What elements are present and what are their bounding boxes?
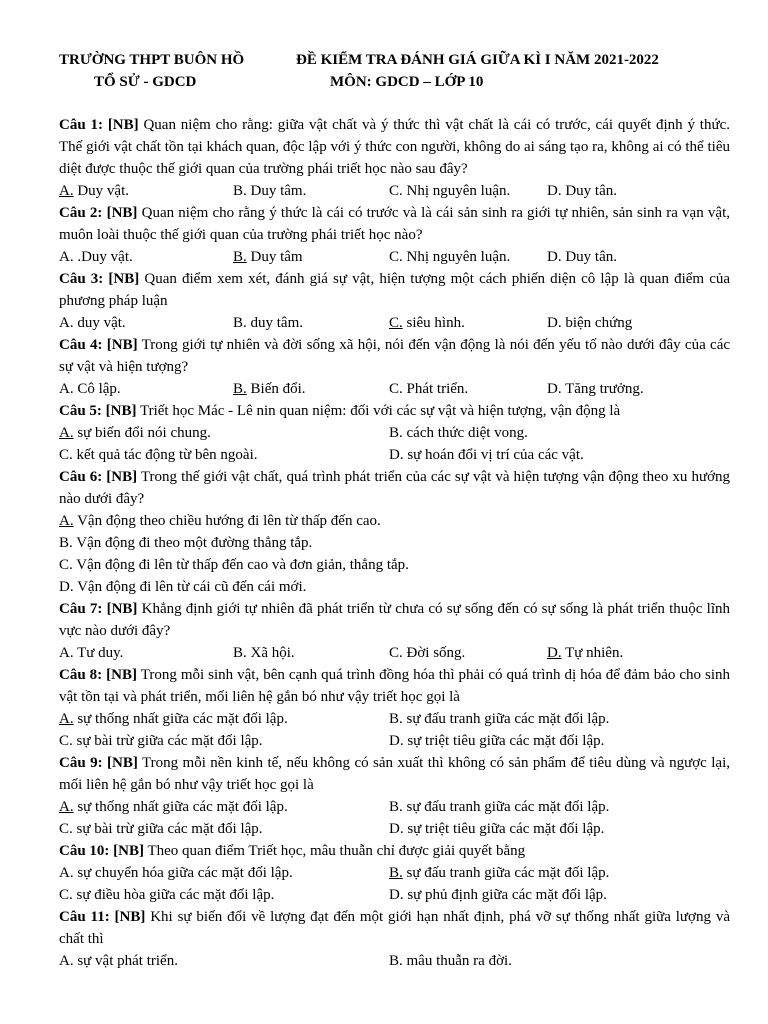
question-text: Trong thế giới vật chất, quá trình phát triển của các sự vật và hiện tượng vận động theo xu hướng nào dưới đây? [59, 469, 731, 507]
option-b[interactable]: B. Vận động đi theo một đường thẳng tắp. [59, 535, 313, 551]
option-a[interactable]: A. Tư duy. [59, 645, 124, 661]
option-d[interactable]: D. biện chứng [547, 315, 633, 331]
question [59, 202, 730, 268]
options-row [59, 378, 730, 400]
options-row [59, 796, 730, 818]
option-d[interactable]: D. Tăng trưởng. [547, 381, 644, 397]
options-row [59, 312, 730, 334]
question-label: Câu 3: [NB] [59, 271, 140, 287]
options-row [59, 862, 730, 884]
options-row [59, 642, 730, 664]
option-d[interactable]: D. Duy tân. [547, 183, 618, 199]
exam-title: ĐỀ KIỂM TRA ĐÁNH GIÁ GIỮA KÌ I NĂM 2021-2022 [296, 52, 659, 68]
option-b[interactable]: B. sự đấu tranh giữa các mặt đối lập. [389, 711, 610, 727]
option-b[interactable]: B. sự đấu tranh giữa các mặt đối lập. [389, 799, 610, 815]
option-b[interactable]: B. duy tâm. [233, 315, 304, 331]
subject-line: MÔN: GDCD – LỚP 10 [330, 74, 484, 90]
option-d[interactable]: D. sự phủ định giữa các mặt đối lập. [389, 887, 607, 903]
question [59, 114, 730, 202]
question-text: Quan niệm cho rằng ý thức là cái có trước và là cái sản sinh ra giới tự nhiên, sản sinh ra vạn vật, muôn loài thuộc thế giới quan của trường phái triết học nào? [59, 205, 730, 243]
option-b[interactable]: B. Xã hội. [233, 645, 295, 661]
question [59, 268, 730, 334]
option-a[interactable]: A. Cô lập. [59, 381, 121, 397]
school-name: TRƯỜNG THPT BUÔN HỒ [59, 52, 245, 68]
options-row [59, 444, 730, 466]
option-c[interactable]: C. sự bài trừ giữa các mặt đối lập. [59, 821, 263, 837]
question [59, 906, 730, 972]
option-c[interactable]: C. Vận động đi lên từ thấp đến cao và đơn giản, thẳng tắp. [59, 557, 409, 573]
option-a[interactable]: A. sự vật phát triển. [59, 953, 178, 969]
question-label: Câu 2: [NB] [59, 205, 138, 221]
question-label: Câu 8: [NB] [59, 667, 137, 683]
question [59, 400, 730, 466]
question-text: Trong mỗi sinh vật, bên cạnh quá trình đồng hóa thì phải có quá trình dị hóa để đảm bảo cho sinh vật tồn tại và phát triển, mối liên hệ gắn bó như vậy triết học gọi là [59, 667, 731, 705]
option-d[interactable]: D. Vận động đi lên từ cái cũ đến cái mới. [59, 579, 307, 595]
option-b[interactable]: B. cách thức diệt vong. [389, 425, 528, 441]
question-label: Câu 7: [NB] [59, 601, 138, 617]
option-c[interactable]: C. sự bài trừ giữa các mặt đối lập. [59, 733, 263, 749]
question-label: Câu 5: [NB] [59, 403, 137, 419]
option-a[interactable]: A. sự biến đổi nói chung. [59, 425, 211, 441]
option-b[interactable]: B. Duy tâm [233, 249, 303, 265]
question [59, 752, 730, 840]
question-label: Câu 4: [NB] [59, 337, 138, 353]
option-c[interactable]: C. Nhị nguyên luận. [389, 183, 511, 199]
option-d[interactable]: D. sự triệt tiêu giữa các mặt đối lập. [389, 733, 605, 749]
option-a[interactable]: A. Duy vật. [59, 183, 130, 199]
option-c[interactable]: C. Nhị nguyên luận. [389, 249, 511, 265]
option-b[interactable]: B. mâu thuẫn ra đời. [389, 953, 512, 969]
options-row [59, 708, 730, 730]
options-row [59, 246, 730, 268]
question-text: Khẳng định giới tự nhiên đã phát triển từ chưa có sự sống đến có sự sống là phát triển thuộc lĩnh vực nào dưới đây? [59, 601, 730, 639]
option-a[interactable]: A. duy vật. [59, 315, 126, 331]
question-text: Trong mỗi nền kinh tế, nếu không có sản xuất thì không có sản phẩm để tiêu dùng và ngược lại, mối liên hệ gắn bó như vậy triết học gọi là [59, 755, 730, 793]
options-row [59, 180, 730, 202]
option-a[interactable]: A. Vận động theo chiều hướng đi lên từ thấp đến cao. [59, 513, 381, 529]
option-a[interactable]: A. sự thống nhất giữa các mặt đối lập. [59, 711, 288, 727]
option-d[interactable]: D. sự triệt tiêu giữa các mặt đối lập. [389, 821, 605, 837]
option-c[interactable]: C. sự điều hòa giữa các mặt đối lập. [59, 887, 275, 903]
options-row [59, 884, 730, 906]
option-d[interactable]: D. Tự nhiên. [547, 645, 624, 661]
option-b[interactable]: B. Biến đổi. [233, 381, 306, 397]
option-c[interactable]: C. kết quả tác động từ bên ngoài. [59, 447, 258, 463]
question-label: Câu 6: [NB] [59, 469, 138, 485]
question [59, 664, 730, 752]
option-d[interactable]: D. sự hoán đổi vị trí của các vật. [389, 447, 584, 463]
question-label: Câu 1: [NB] [59, 117, 139, 133]
options-row [59, 818, 730, 840]
option-a[interactable]: A. sự thống nhất giữa các mặt đối lập. [59, 799, 288, 815]
question-label: Câu 9: [NB] [59, 755, 138, 771]
question [59, 466, 730, 598]
option-b[interactable]: B. Duy tâm. [233, 183, 307, 199]
question-label: Câu 10: [NB] [59, 843, 144, 859]
option-b[interactable]: B. sự đấu tranh giữa các mặt đối lập. [389, 865, 610, 881]
question-label: Câu 11: [NB] [59, 909, 146, 925]
question [59, 840, 730, 906]
option-c[interactable]: C. Đời sống. [389, 645, 466, 661]
question-text: Khi sự biến đổi về lượng đạt đến một giới hạn nhất định, phá vỡ sự thống nhất giữa lượng và chất thì [59, 909, 730, 947]
question [59, 598, 730, 664]
document-header [0, 52, 768, 96]
option-c[interactable]: C. siêu hình. [389, 315, 465, 331]
question-text: Quan niệm cho rằng: giữa vật chất và ý thức thì vật chất là cái có trước, cái quyết định ý thức. Thế giới vật chất tồn tại khách quan, độc lập với ý thức con người, không do ai sáng tạo ra, không ai có thể tiêu diệt được thuộc thế giới quan của trường phái triết học nào sau đây? [59, 117, 731, 177]
option-a[interactable]: A. .Duy vật. [59, 249, 133, 265]
option-a[interactable]: A. sự chuyển hóa giữa các mặt đối lập. [59, 865, 293, 881]
question-text: Triết học Mác - Lê nin quan niệm: đối với các sự vật và hiện tượng, vận động là [136, 403, 621, 419]
department-name: TỔ SỬ - GDCD [94, 74, 197, 90]
question-list [59, 114, 730, 972]
question-text: Quan điểm xem xét, đánh giá sự vật, hiện tượng một cách phiến diện cô lập là quan điểm của phương pháp luận [59, 271, 731, 309]
question-text: Trong giới tự nhiên và đời sống xã hội, nói đến vận động là nói đến yếu tố nào dưới đây của các sự vật và hiện tượng? [59, 337, 731, 375]
option-c[interactable]: C. Phát triển. [389, 381, 469, 397]
options-row [59, 730, 730, 752]
options-row [59, 422, 730, 444]
question [59, 334, 730, 400]
option-d[interactable]: D. Duy tân. [547, 249, 618, 265]
options-row [59, 950, 730, 972]
question-text: Theo quan điểm Triết học, mâu thuẫn chỉ được giải quyết bằng [144, 843, 526, 859]
